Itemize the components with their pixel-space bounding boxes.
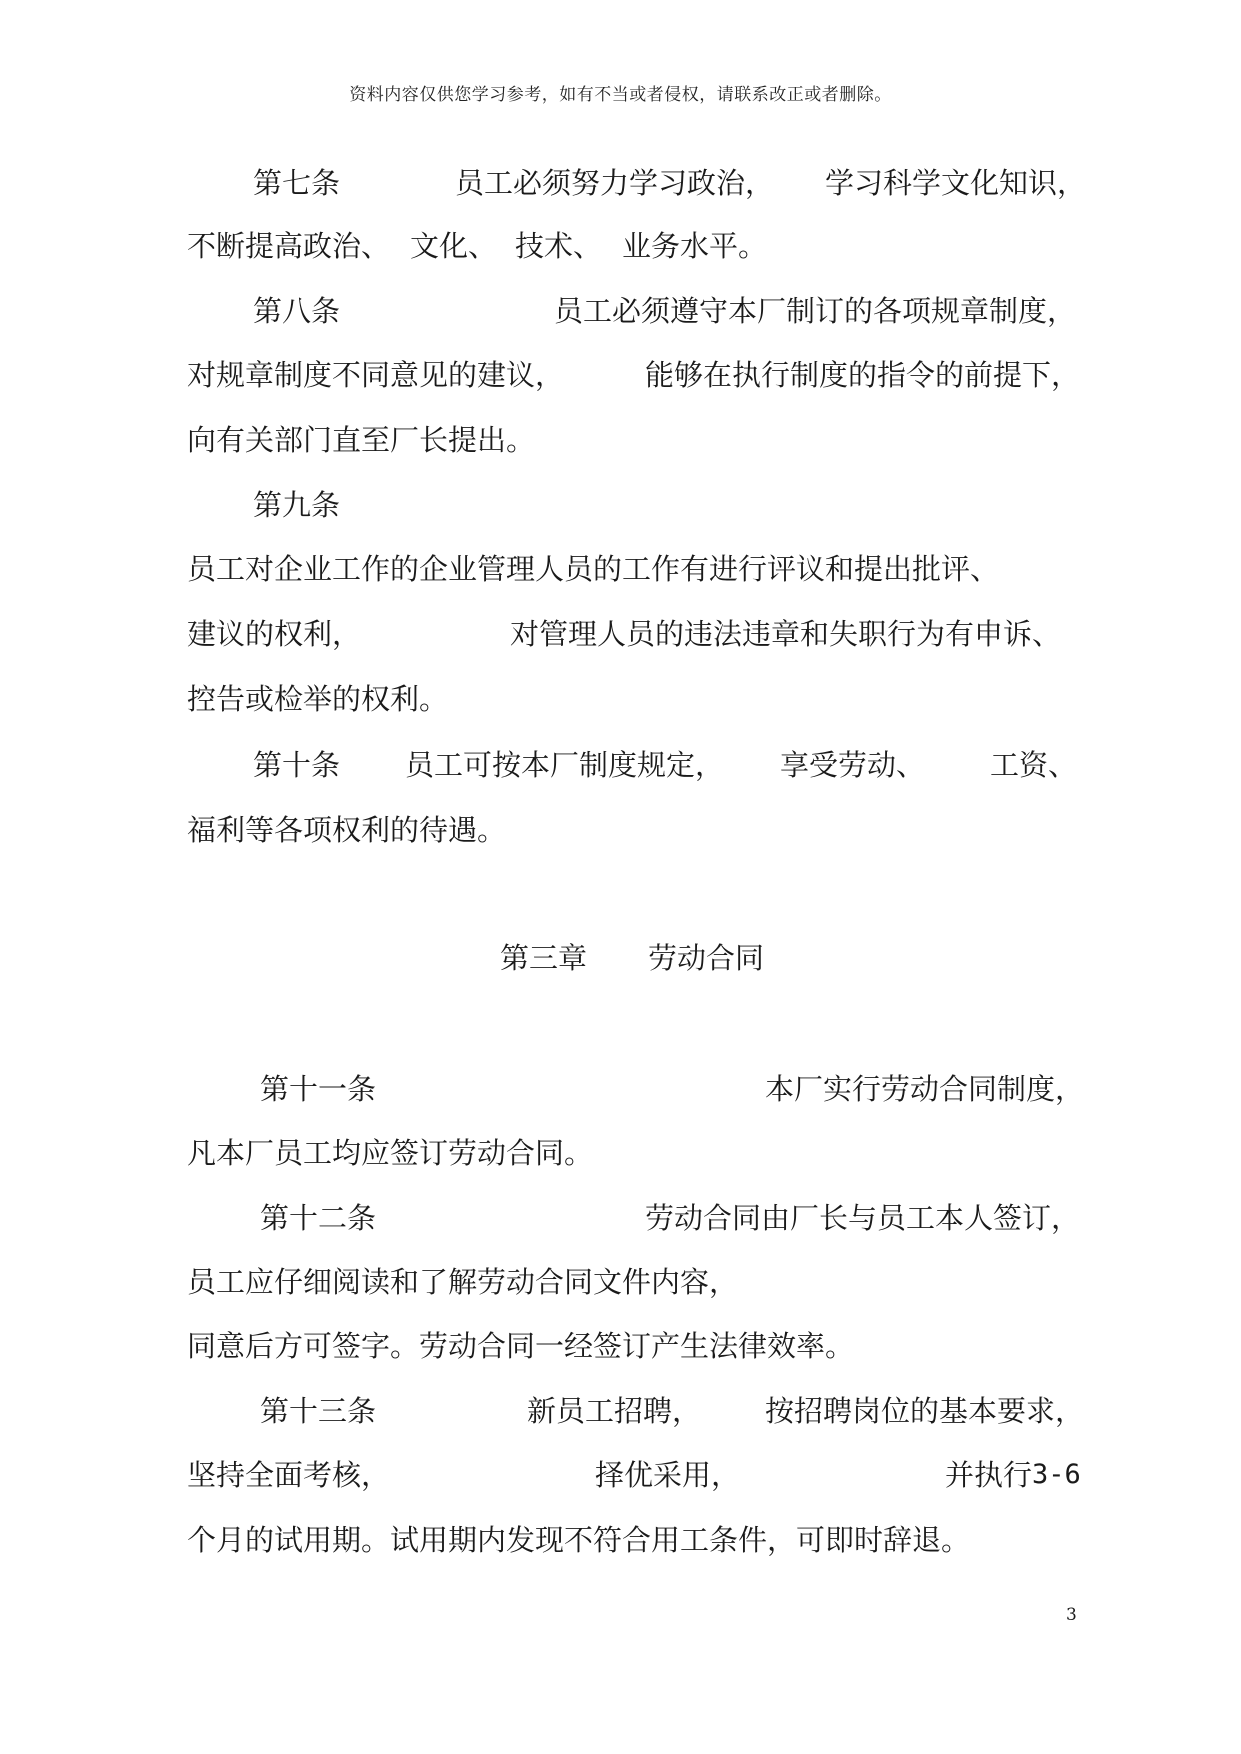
page-number: 3: [1066, 1605, 1077, 1625]
article-11-text: 凡本厂员工均应签订劳动合同。: [187, 1136, 594, 1170]
article-9-text: 员工对企业工作的企业管理人员的工作有进行评议和提出批评、: [187, 552, 1000, 586]
article-10-text: 福利等各项权利的待遇。: [187, 813, 507, 847]
article-13-text: 坚持全面考核，: [187, 1458, 391, 1492]
article-8-text: 向有关部门直至厂长提出。: [187, 423, 536, 457]
article-13-text: 3-6: [1032, 1459, 1081, 1490]
article-7-text: 文化、: [410, 229, 498, 263]
article-9-text: 建议的权利，: [187, 617, 362, 651]
article-13-label: 第十三条: [260, 1394, 377, 1428]
article-13-text: 个月的试用期。试用期内发现不符合用工条件，可即时辞退。: [187, 1523, 971, 1557]
article-8-text: 能够在执行制度的指令的前提下，: [645, 358, 1081, 392]
article-10-text: 员工可按本厂制度规定，: [405, 748, 725, 782]
chapter-number: 第三章: [500, 941, 588, 975]
article-9-text: 对管理人员的违法违章和失职行为有申诉、: [510, 617, 1062, 651]
article-12-text: 劳动合同由厂长与员工本人签订，: [645, 1201, 1081, 1235]
article-9-label: 第九条: [253, 488, 341, 522]
chapter-title: 劳动合同: [648, 941, 765, 975]
article-7-text: 学习科学文化知识，: [825, 166, 1087, 200]
article-11-text: 本厂实行劳动合同制度，: [765, 1072, 1085, 1106]
article-12-text: 同意后方可签字。劳动合同一经签订产生法律效率。: [187, 1329, 855, 1363]
article-11-label: 第十一条: [260, 1072, 377, 1106]
article-10-text: 工资、: [990, 748, 1078, 782]
article-7-text: 技术、: [515, 229, 603, 263]
article-10-text: 享受劳动、: [780, 748, 926, 782]
header-disclaimer: 资料内容仅供您学习参考，如有不当或者侵权，请联系改正或者删除。: [349, 85, 892, 105]
article-12-text: 员工应仔细阅读和了解劳动合同文件内容，: [187, 1265, 739, 1299]
article-10-label: 第十条: [253, 748, 341, 782]
article-13-text: 并执行: [945, 1458, 1033, 1492]
article-13-text: 新员工招聘，: [527, 1394, 702, 1428]
article-13-text: 按招聘岗位的基本要求，: [765, 1394, 1085, 1428]
article-7-label: 第七条: [253, 166, 341, 200]
article-13-text: 择优采用，: [595, 1458, 741, 1492]
article-9-text: 控告或检举的权利。: [187, 682, 449, 716]
article-7-text: 员工必须努力学习政治，: [455, 166, 775, 200]
article-7-text: 业务水平。: [622, 229, 768, 263]
article-12-label: 第十二条: [260, 1201, 377, 1235]
article-8-text: 对规章制度不同意见的建议，: [187, 358, 565, 392]
article-8-text: 员工必须遵守本厂制订的各项规章制度，: [554, 294, 1077, 328]
article-7-text: 不断提高政治、: [187, 229, 391, 263]
article-8-label: 第八条: [253, 294, 341, 328]
